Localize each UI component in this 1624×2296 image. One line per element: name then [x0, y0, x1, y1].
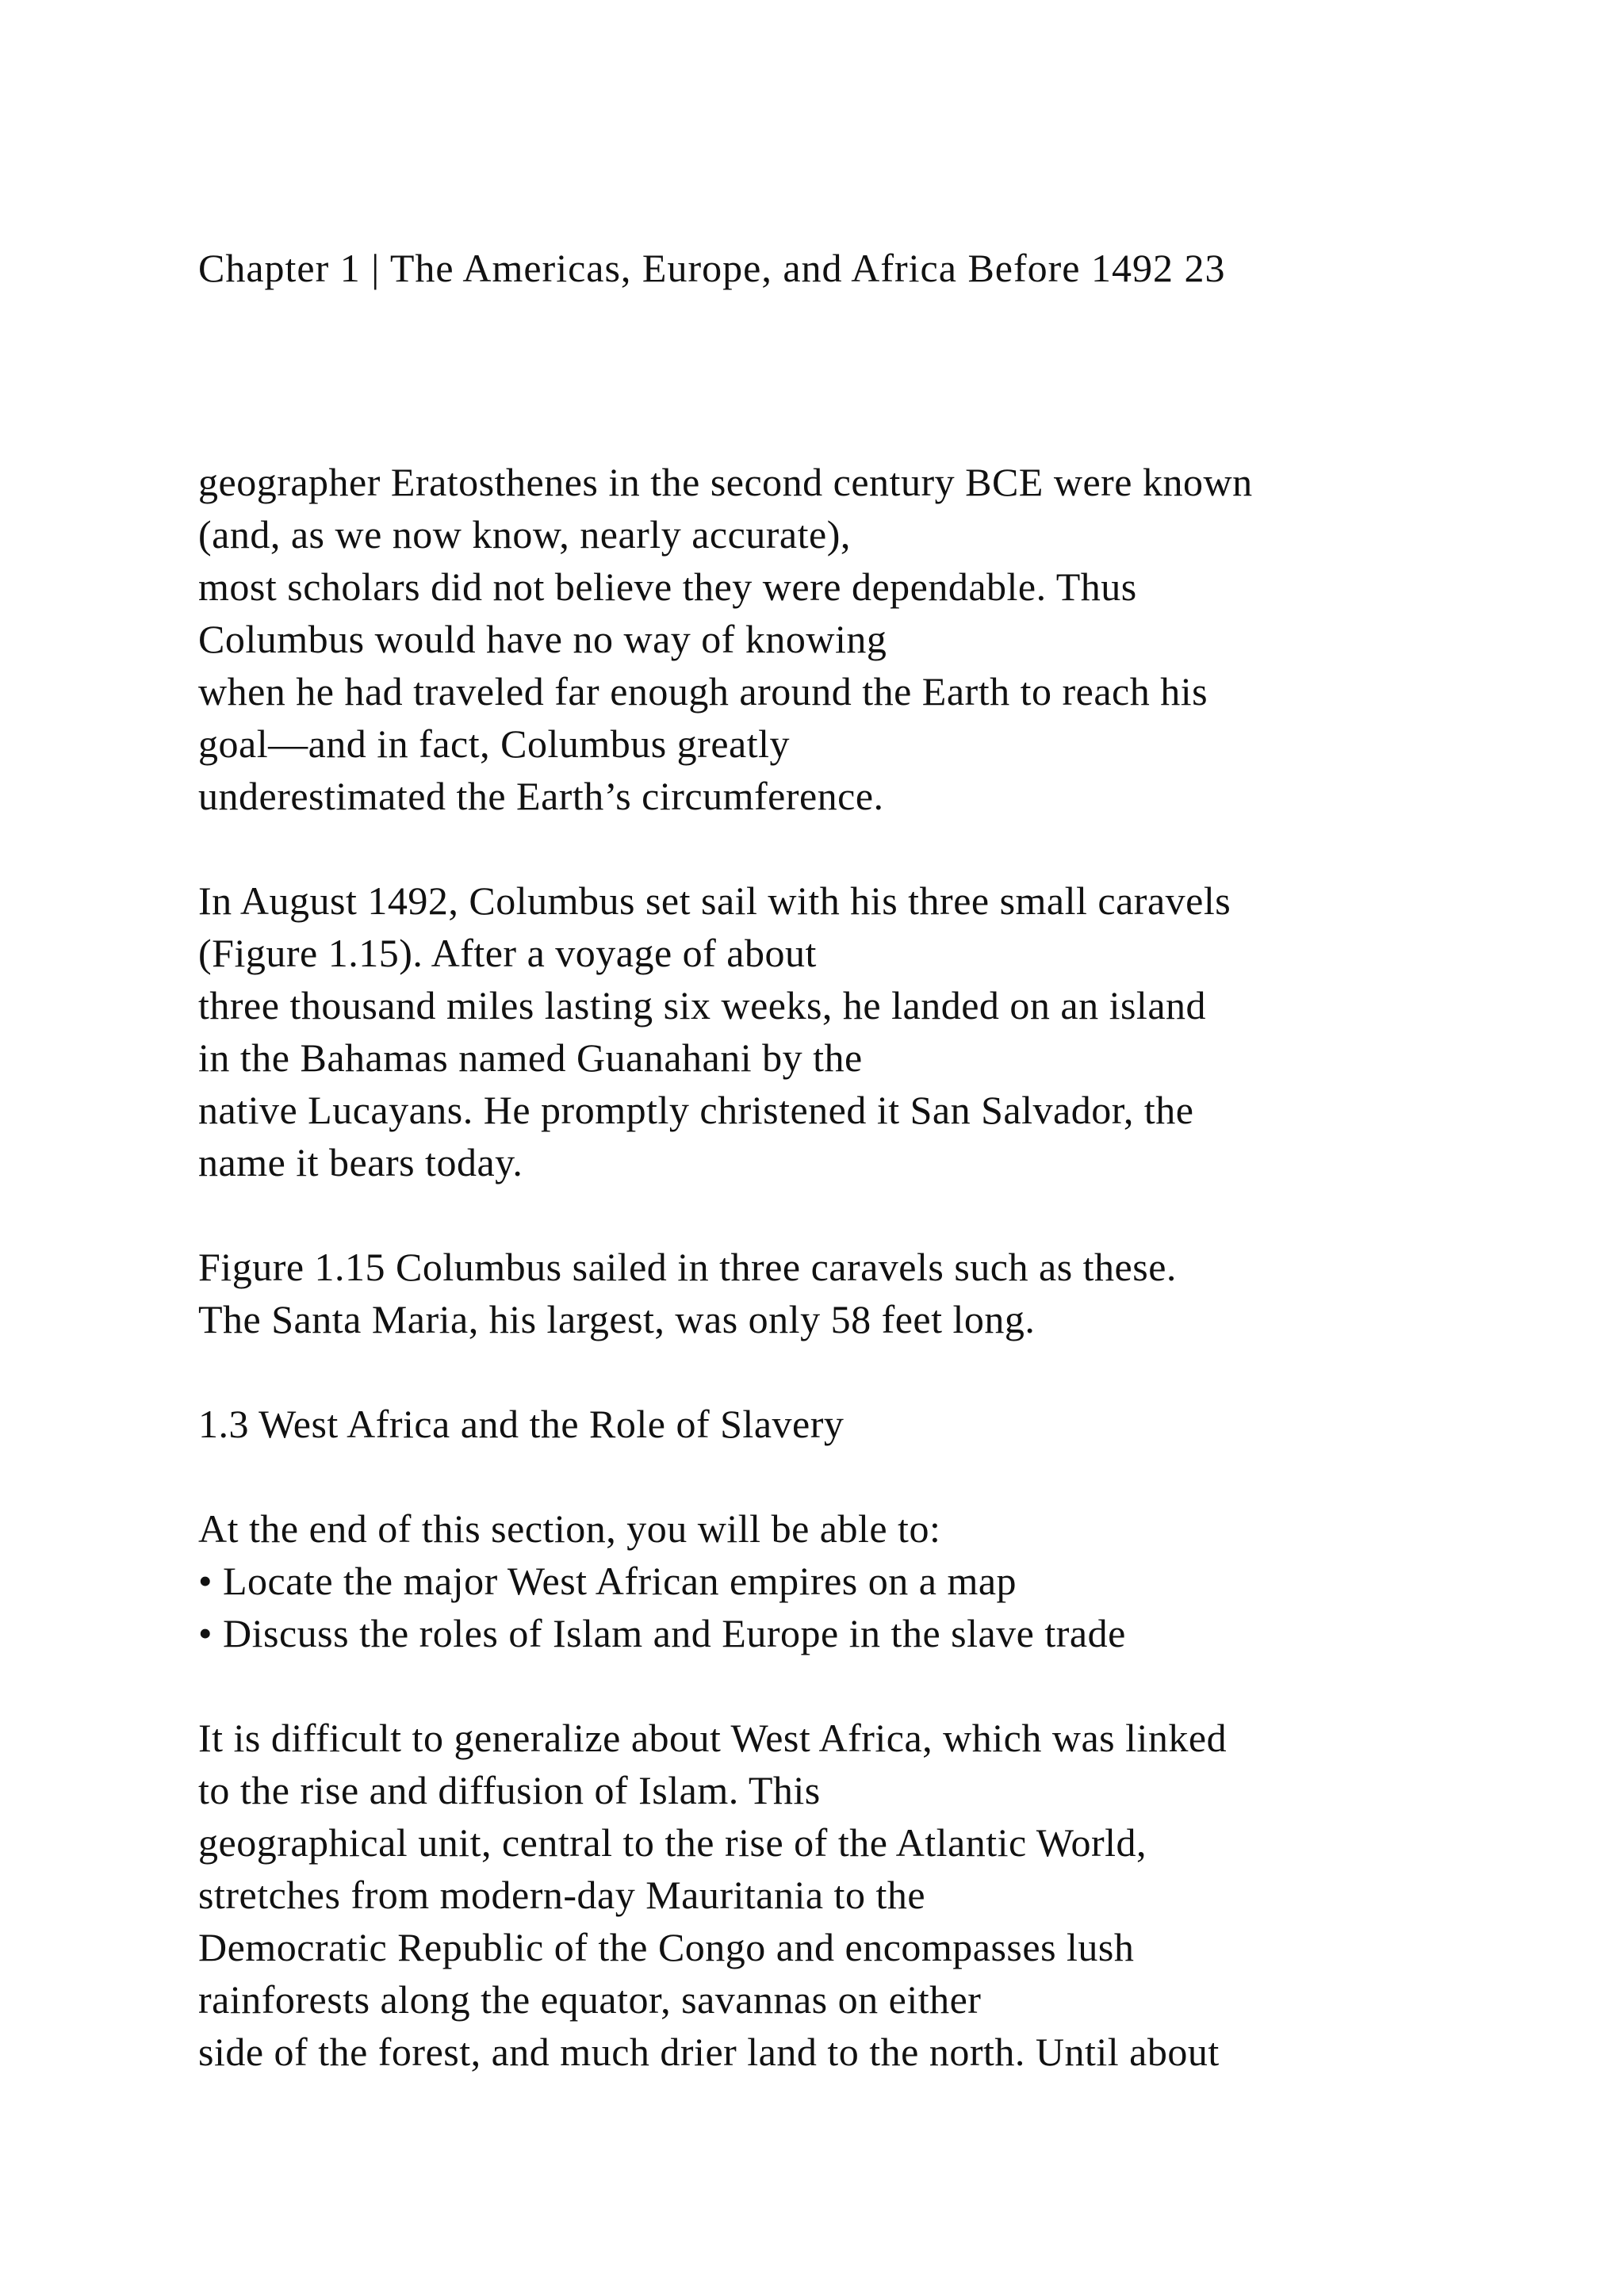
text-line: The Santa Maria, his largest, was only 58 feet long. — [198, 1297, 1036, 1341]
learning-objectives — [198, 1502, 1546, 1659]
text-line: name it bears today. — [198, 1140, 523, 1184]
text-line: 1.3 West Africa and the Role of Slavery — [198, 1402, 845, 1446]
paragraph-west-africa — [198, 1712, 1546, 2078]
section-heading — [198, 1398, 1546, 1450]
paragraph-gap — [198, 1345, 1546, 1398]
paragraph-gap — [198, 1450, 1546, 1502]
running-header: Chapter 1 | The Americas, Europe, and Africa Before 1492 23 — [198, 246, 1226, 290]
text-line: underestimated the Earth’s circumference. — [198, 774, 884, 818]
text-line: In August 1492, Columbus set sail with his three small caravels — [198, 878, 1231, 923]
paragraph-gap — [198, 1659, 1546, 1712]
text-line: (Figure 1.15). After a voyage of about — [198, 931, 817, 975]
text-line: geographical unit, central to the rise of the Atlantic World, — [198, 1820, 1147, 1865]
objective-item: • Discuss the roles of Islam and Europe in the slave trade — [198, 1611, 1126, 1655]
text-line: side of the forest, and much drier land to the north. Until about — [198, 2030, 1220, 2074]
text-line: geographer Eratosthenes in the second century BCE were known — [198, 460, 1253, 504]
figure-caption — [198, 1241, 1546, 1345]
text-line: Democratic Republic of the Congo and encompasses lush — [198, 1925, 1135, 1969]
text-line: It is difficult to generalize about West Africa, which was linked — [198, 1716, 1228, 1760]
paragraph-columbus-navigation — [198, 456, 1546, 822]
text-line: in the Bahamas named Guanahani by the — [198, 1035, 863, 1080]
text-line: native Lucayans. He promptly christened it San Salvador, the — [198, 1088, 1194, 1132]
text-line: most scholars did not believe they were dependable. Thus — [198, 564, 1137, 609]
body-text — [198, 456, 1546, 2078]
paragraph-voyage — [198, 874, 1546, 1188]
text-line: goal—and in fact, Columbus greatly — [198, 721, 791, 766]
text-line: rainforests along the equator, savannas on either — [198, 1977, 982, 2022]
text-line: At the end of this section, you will be able to: — [198, 1506, 941, 1551]
text-line: stretches from modern-day Mauritania to the — [198, 1873, 926, 1917]
text-line: three thousand miles lasting six weeks, he landed on an island — [198, 983, 1207, 1027]
text-line: (and, as we now know, nearly accurate), — [198, 512, 851, 557]
document-page — [198, 0, 1546, 2296]
text-line: when he had traveled far enough around the Earth to reach his — [198, 669, 1208, 714]
text-line: Figure 1.15 Columbus sailed in three caravels such as these. — [198, 1245, 1177, 1289]
text-line: Columbus would have no way of knowing — [198, 617, 887, 661]
paragraph-gap — [198, 1188, 1546, 1241]
paragraph-gap — [198, 822, 1546, 874]
objective-item: • Locate the major West African empires on a map — [198, 1559, 1017, 1603]
text-line: to the rise and diffusion of Islam. This — [198, 1768, 821, 1812]
